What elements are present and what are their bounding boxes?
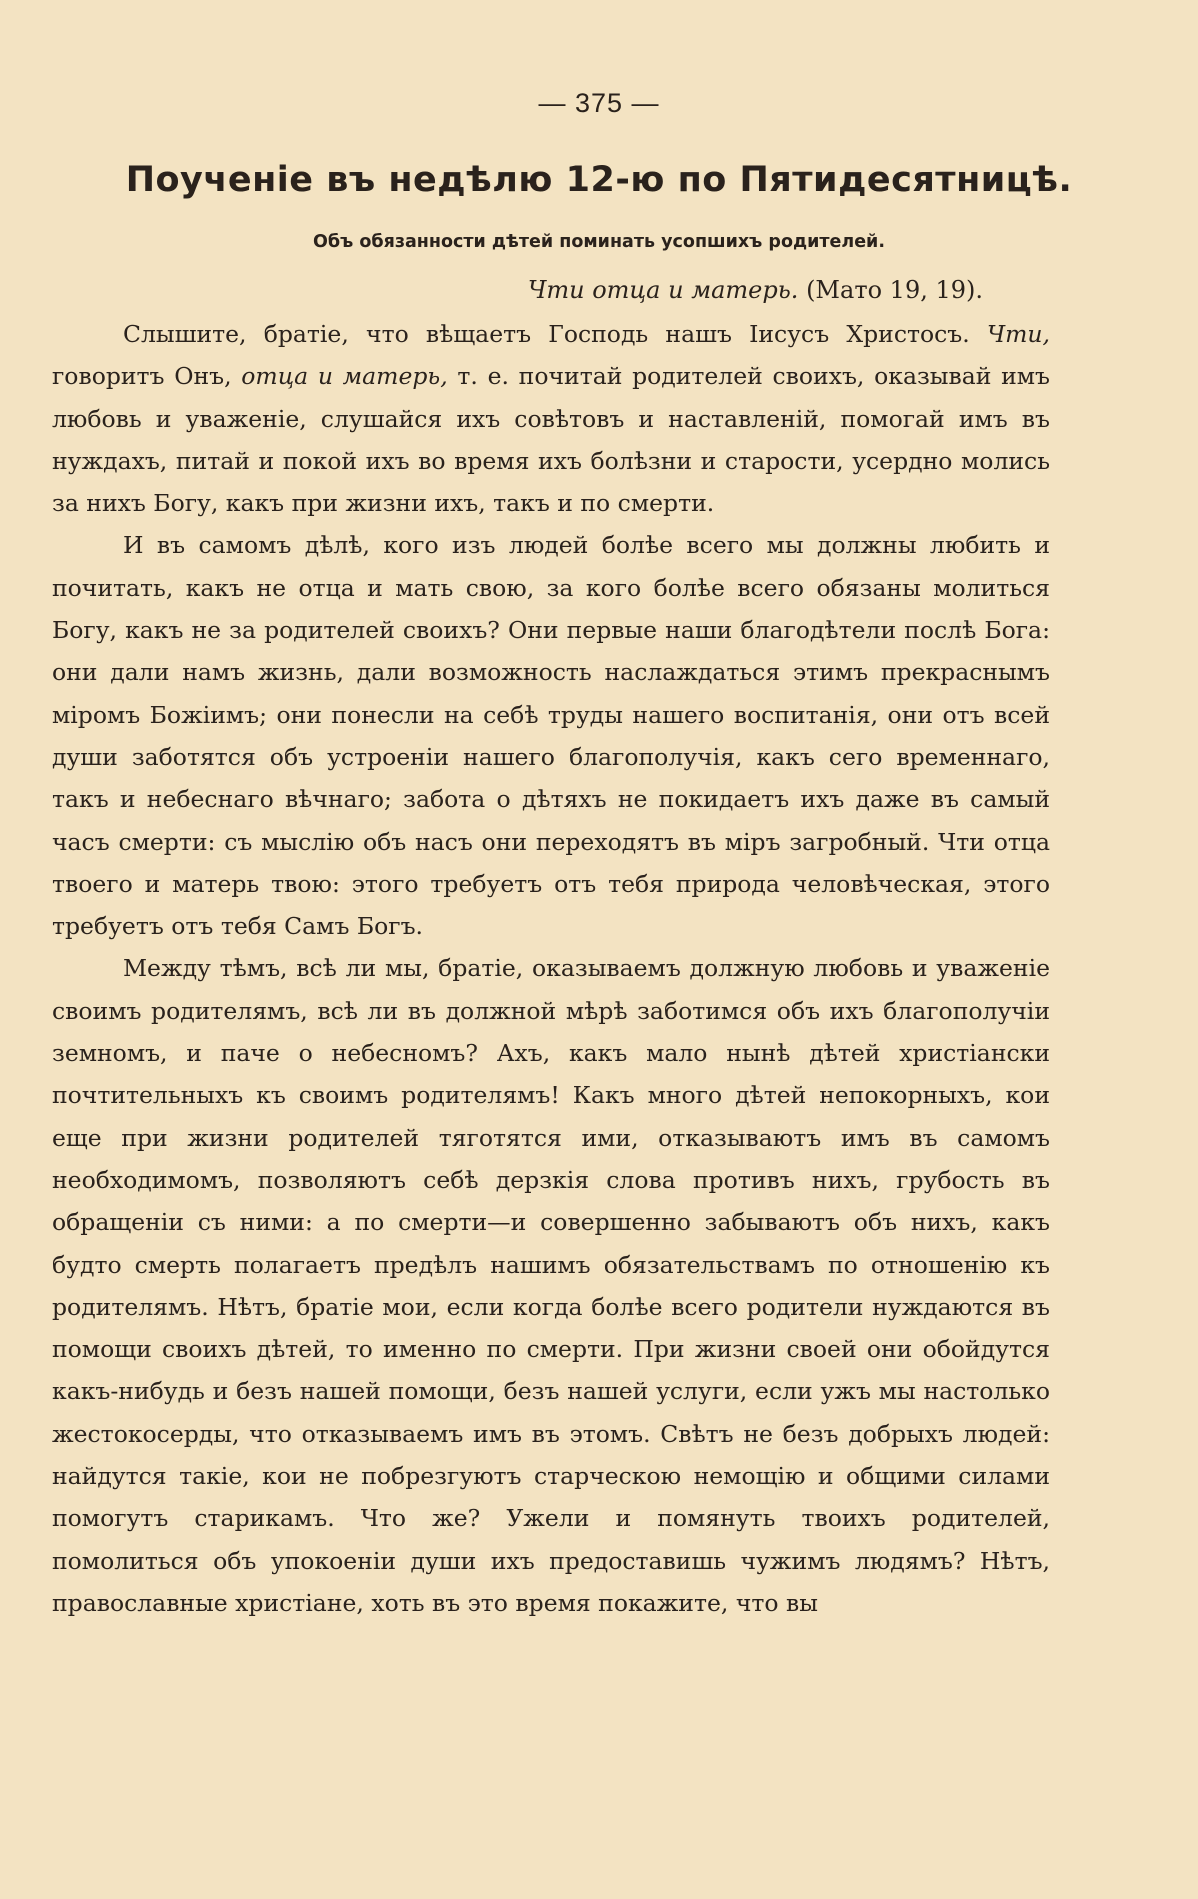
paragraph-1-text-c: т. е. почитай родителей своихъ, оказывай имъ любовь и уваженіе, слушайся ихъ совѣтовъ и наставленій, помогай имъ въ нуждахъ, питай и покой ихъ во время ихъ болѣзни и старости, усердно молись за нихъ Богу, какъ при жизни ихъ, такъ и по смерти. <box>52 362 1050 518</box>
epigraph-reference: (Мато 19, 19). <box>798 276 983 304</box>
paragraph-1-text-b: говоритъ Онъ, <box>52 362 242 391</box>
paragraph-2: И въ самомъ дѣлѣ, кого изъ людей болѣе всего мы должны любить и почитать, какъ не отца и мать свою, за кого болѣе всего обязаны молиться Богу, какъ не за родителей своихъ? Они первые наши благодѣтели послѣ Бога: они дали намъ жизнь, дали возможность наслаждаться этимъ прекраснымъ міромъ Божіимъ; они понесли на себѣ труды нашего воспитанія, они отъ всей души заботятся объ устроеніи нашего благополучія, какъ сего временнаго, такъ и небеснаго вѣчнаго; забота о дѣтяхъ не покидаетъ ихъ даже въ самый часъ смерти: съ мыслію объ насъ они переходятъ въ міръ загробный. Чти отца твоего и матерь твою: этого требуетъ отъ тебя природа человѣческая, этого требуетъ отъ тебя Самъ Богъ. <box>52 531 1050 941</box>
epigraph-quote: Чти отца и матерь. <box>527 276 799 304</box>
epigraph <box>528 276 983 304</box>
page-number: — 375 — <box>538 88 660 118</box>
sermon-title: Поученіе въ недѣлю 12-ю по Пятидесятницѣ. <box>125 160 1073 200</box>
paragraph-1-text-a: Слышите, братіе, что вѣщаетъ Господь нашъ Іисусъ Христосъ. <box>123 320 987 348</box>
sermon-subtitle: Объ обязанности дѣтей поминать усопшихъ родителей. <box>313 232 885 252</box>
sermon-body <box>52 313 1050 1624</box>
paragraph-1-italic-a: Чти, <box>986 320 1050 348</box>
paragraph-1 <box>52 313 1050 524</box>
paragraph-3: Между тѣмъ, всѣ ли мы, братіе, оказываемъ должную любовь и уваженіе своимъ родителямъ, всѣ ли въ должной мѣрѣ заботимся объ ихъ благополучіи земномъ, и паче о небесномъ? Ахъ, какъ мало нынѣ дѣтей христіански почтительныхъ къ своимъ родителямъ! Какъ много дѣтей непокорныхъ, кои еще при жизни родителей тяготятся ими, отказываютъ имъ въ самомъ необходимомъ, позволяютъ себѣ дерзкія слова противъ нихъ, грубость въ обращеніи съ ними: а по смерти—и совершенно забываютъ объ нихъ, какъ будто смерть полагаетъ предѣлъ нашимъ обязательствамъ по отношенію къ родителямъ. Нѣтъ, братіе мои, если когда болѣе всего родители нуждаются въ помощи своихъ дѣтей, то именно по смерти. При жизни своей они обойдутся какъ-нибудь и безъ нашей помощи, безъ нашей услуги, если ужъ мы настолько жестокосерды, что отказываемъ имъ въ этомъ. Свѣтъ не безъ добрыхъ людей: найдутся такіе, кои не побрезгуютъ старческою немощію и общими силами помогутъ старикамъ. Что же? Ужели и помянуть твоихъ родителей, помолиться объ упокоеніи души ихъ предоставишь чужимъ людямъ? Нѣтъ, православные христіане, хоть въ это время покажите, что вы <box>52 954 1050 1617</box>
paragraph-1-italic-b: отца и матерь, <box>241 362 448 391</box>
